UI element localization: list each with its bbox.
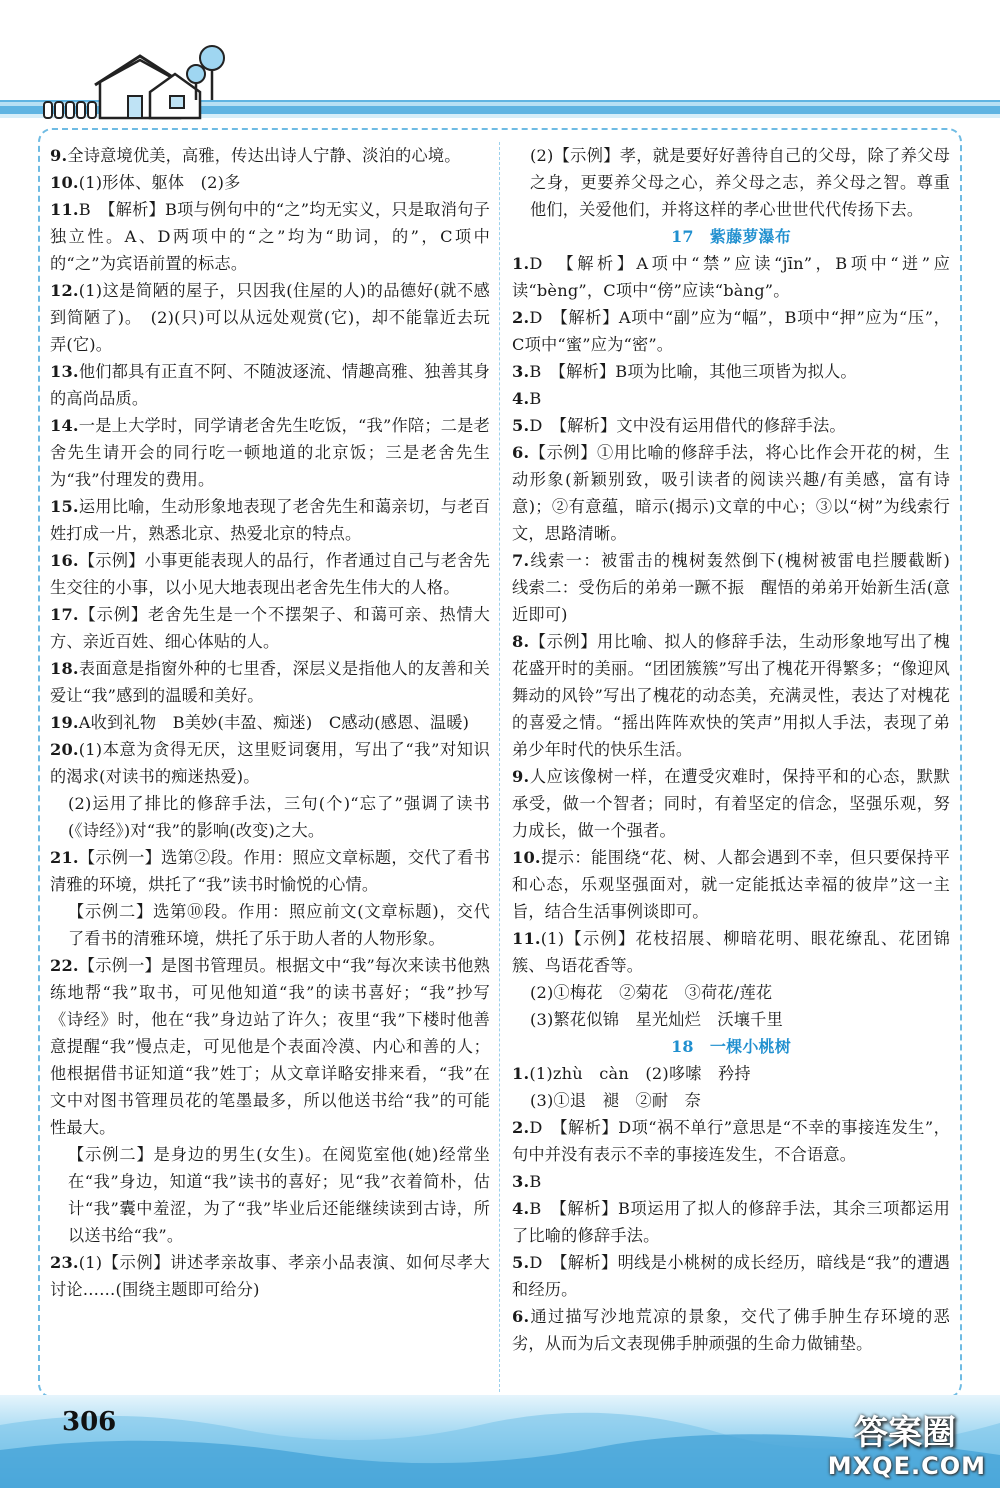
answer-text: 【示例】老舍先生是一个不摆架子、和蔼可亲、热情大方、亲近百姓、细心体贴的人。 [50,605,490,651]
answer-item [50,1249,490,1303]
right-column [512,142,967,1357]
answer-text: 【示例】小事更能表现人的品行，作者通过自己与老舍先生交往的小事，以小见大地表现出老舍先生伟大的人格。 [50,551,490,597]
answer-text: 全诗意境优美，高雅，传达出诗人宁静、淡泊的心境。 [67,146,461,165]
answer-text: 线索一：被雷击的槐树轰然倒下(槐树被雷电拦腰截断) 线索二：受伤后的弟弟一蹶不振 醒悟的弟弟开始新生活(意近即可) [512,551,967,624]
answer-item [50,709,490,736]
answer-text: B 【解析】B项与例句中的“之”均无实义，只是取消句子独立性。A、D两项中的“之”均为“助词，的”，C项中的“之”为宾语前置的标志。 [50,200,490,273]
answer-text: D 【解析】文中没有运用借代的修辞手法。 [529,416,846,435]
answer-item [512,304,950,358]
answer-text: 【示例】用比喻、拟人的修辞手法，生动形象地写出了槐花盛开时的美丽。“团团簇簇”写出了槐花开得繁多；“像迎风舞动的风铃”写出了槐花的动态美，充满灵性，表达了对槐花的喜爱之情。“摇出阵阵欢快的笑声”用拟人手法，表现了弟弟少年时代的快乐生活。 [512,632,950,759]
answer-number: 4. [512,1199,530,1218]
answer-item [50,601,490,655]
answer-item [512,844,950,925]
answer-number: 21. [50,848,79,867]
answer-text: 提示：能围绕“花、树、人都会遇到不幸，但只要保持平和心态，乐观坚强面对，就一定能抵达幸福的彼岸”这一主旨，结合生活事例谈即可。 [512,848,950,921]
answer-text: 他们都具有正直不阿、不随波逐流、情趣高雅、独善其身的高尚品质。 [50,362,490,408]
answer-item [50,1141,490,1249]
answer-number: 14. [50,416,79,435]
answer-item [50,898,490,952]
answer-number: 2. [512,1118,530,1137]
right-top-answers [512,142,950,223]
answer-item [50,655,490,709]
page-number: 306 [62,1407,117,1437]
answer-text: (1)本意为贪得无厌，这里贬词褒用，写出了“我”对知识的渴求(对读书的痴迷热爱)。 [50,740,490,786]
answer-item [512,1195,950,1249]
watermark-logo: 答案圈 [854,1413,956,1453]
answer-text: 【示例一】选第②段。作用：照应文章标题，交代了看书清雅的环境，烘托了“我”读书时愉悦的心情。 [50,848,490,894]
answer-number: 1. [512,254,530,273]
answer-item [512,1060,950,1087]
answer-item [50,142,490,169]
answer-number: 5. [512,1253,530,1272]
answer-text: B 【解析】B项运用了拟人的修辞手法，其余三项都运用了比喻的修辞手法。 [512,1199,950,1245]
answer-item [50,169,490,196]
answer-item [512,1087,950,1114]
answer-item [50,358,490,412]
section-title-18: 18 一棵小桃树 [671,1037,791,1056]
answer-text: (1)【示例】花枝招展、柳暗花明、眼花缭乱、花团锦簇、鸟语花香等。 [512,929,950,975]
answer-text: D 【解析】A项中“禁”应读“jīn”，B项中“迸”应读“bèng”，C项中“傍”应读“bàng”。 [512,254,950,300]
header-house-icon [0,0,1000,140]
answer-text: A收到礼物 B美妙(丰盈、痴迷) C感动(感恩、温暖) [78,713,470,732]
answer-item [50,547,490,601]
answer-text: (2)运用了排比的修辞手法，三句(个)“忘了”强调了读书(《诗经》)对“我”的影响(改变)之大。 [68,794,490,840]
answer-text: 【示例二】选第⑩段。作用：照应前文(文章标题)，交代了看书的清雅环境，烘托了乐于助人者的人物形象。 [68,902,490,948]
answer-number: 11. [512,929,541,948]
answer-text: B 【解析】B项为比喻，其他三项皆为拟人。 [529,362,857,381]
answer-item [512,385,950,412]
answer-number: 17. [50,605,79,624]
answer-item [512,250,950,304]
answer-item [512,1249,950,1303]
answer-item [50,736,490,790]
answer-number: 19. [50,713,79,732]
answer-text: 通过描写沙地荒凉的景象，交代了佛手肿生存环境的恶劣，从而为后文表现佛手肿顽强的生命力做铺垫。 [512,1307,950,1353]
answer-number: 5. [512,416,530,435]
answer-item [512,979,950,1006]
answer-number: 10. [512,848,541,867]
answer-item [512,1006,950,1033]
answer-text: 一是上大学时，同学请老舍先生吃饭，“我”作陪；二是老舍先生请开会的同行吃一顿地道的北京饭；三是老舍先生为“我”付理发的费用。 [50,416,490,489]
answer-item [50,844,490,898]
answer-item [50,412,490,493]
answer-number: 8. [512,632,530,651]
answer-item [50,790,490,844]
answer-item [512,358,950,385]
answer-number: 3. [512,1172,530,1191]
answer-item [512,628,950,763]
answer-text: (1)zhù càn (2)哆嗦 矜持 [529,1064,751,1083]
answer-number: 3. [512,362,530,381]
answer-text: 运用比喻，生动形象地表现了老舍先生和蔼亲切，与老百姓打成一片，熟悉北京、热爱北京的特点。 [50,497,490,543]
answer-item [512,439,950,547]
answer-number: 11. [50,200,79,219]
answer-item [512,412,950,439]
answer-text: (1)【示例】讲述孝亲故事、孝亲小品表演、如何尽孝大讨论……(围绕主题即可给分) [50,1253,490,1299]
answer-item [512,142,950,223]
answer-number: 2. [512,308,530,327]
answer-text: 表面意是指窗外种的七里香，深层义是指他人的友善和关爱让“我”感到的温暖和美好。 [50,659,490,705]
answer-item [512,763,950,844]
answer-number: 10. [50,173,79,192]
answer-text: D 【解析】明线是小桃树的成长经历，暗线是“我”的遭遇和经历。 [512,1253,950,1299]
answer-item [512,1114,950,1168]
answer-number: 12. [50,281,79,300]
answer-number: 15. [50,497,79,516]
watermark-site: MXQE.COM [827,1452,986,1480]
answer-number: 22. [50,956,79,975]
answer-number: 20. [50,740,79,759]
answer-item [50,952,490,1141]
section-title-17: 17 紫藤萝瀑布 [671,227,791,246]
answer-text: B [529,389,542,408]
answer-number: 13. [50,362,79,381]
answer-text: 人应该像树一样，在遭受灾难时，保持平和的心态，默默承受，做一个智者；同时，有着坚定的信念，坚强乐观，努力成长，做一个强者。 [512,767,950,840]
answer-text: (2)【示例】孝，就是要好好善待自己的父母，除了养父母之身，更要养父母之心，养父母之志，养父母之智。尊重他们，关爱他们，并将这样的孝心世世代代传扬下去。 [530,146,950,219]
answer-number: 16. [50,551,79,570]
answer-number: 9. [512,767,530,786]
answer-item [50,196,490,277]
answer-text: 【示例一】是图书管理员。根据文中“我”每次来读书他熟练地帮“我”取书，可见他知道“我”的读书喜好；“我”抄写《诗经》时，他在“我”身边站了许久；夜里“我”下楼时他善意提醒“我”慢点走，可见他是个表面冷漠、内心和善的人；他根据借书证知道“我”姓丁；从文章详略安排来看，“我”在文中对图书管理员花的笔墨最多，所以他送书给“我”的可能性最大。 [50,956,490,1137]
page-header [0,0,1000,140]
answer-text: (2)①梅花 ②菊花 ③荷花/莲花 [530,983,773,1002]
answer-text: 【示例二】是身边的男生(女生)。在阅览室他(她)经常坐在“我”身边，知道“我”读书的喜好；见“我”衣着简朴，估计“我”囊中羞涩，为了“我”毕业后还能继续读到古诗，所以送书给“我”。 [68,1145,490,1245]
answer-text: D 【解析】D项“祸不单行”意思是“不幸的事接连发生”，句中并没有表示不幸的事接连发生，不合语意。 [512,1118,950,1164]
answer-text: (1)形体、躯体 (2)多 [78,173,241,192]
answer-item [512,547,967,628]
answer-item [512,925,950,979]
answer-number: 9. [50,146,68,165]
answer-text: (1)这是简陋的屋子，只因我(住屋的人)的品德好(就不感到简陋了)。 (2)(只)可以从远处观赏(它)，却不能靠近去玩弄(它)。 [50,281,490,354]
answer-number: 18. [50,659,79,678]
answer-item [50,493,490,547]
answer-text: (3)①退 褪 ②耐 奈 [530,1091,702,1110]
answer-item [512,1168,950,1195]
answer-text: (3)繁花似锦 星光灿烂 沃壤千里 [530,1010,783,1029]
answer-number: 6. [512,443,530,462]
answer-text: D 【解析】A项中“副”应为“幅”，B项中“押”应为“压”，C项中“蜜”应为“密”。 [512,308,950,354]
answer-text: 【示例】①用比喻的修辞手法，将心比作会开花的树，生动形象(新颖别致，吸引读者的阅读兴趣/有美感，富有诗意)；②有意蕴，暗示(揭示)文章的中心；③以“树”为线索行文，思路清晰。 [512,443,950,543]
answer-text: B [529,1172,542,1191]
answer-item [50,277,490,358]
answer-number: 7. [512,551,530,570]
section-18-answers [512,1060,950,1357]
answer-number: 1. [512,1064,530,1083]
answer-number: 6. [512,1307,530,1326]
answer-item [512,1303,950,1357]
section-17-answers [512,250,967,1033]
column-divider [499,142,500,1392]
left-column [50,142,490,1303]
answer-number: 4. [512,389,530,408]
answer-number: 23. [50,1253,79,1272]
